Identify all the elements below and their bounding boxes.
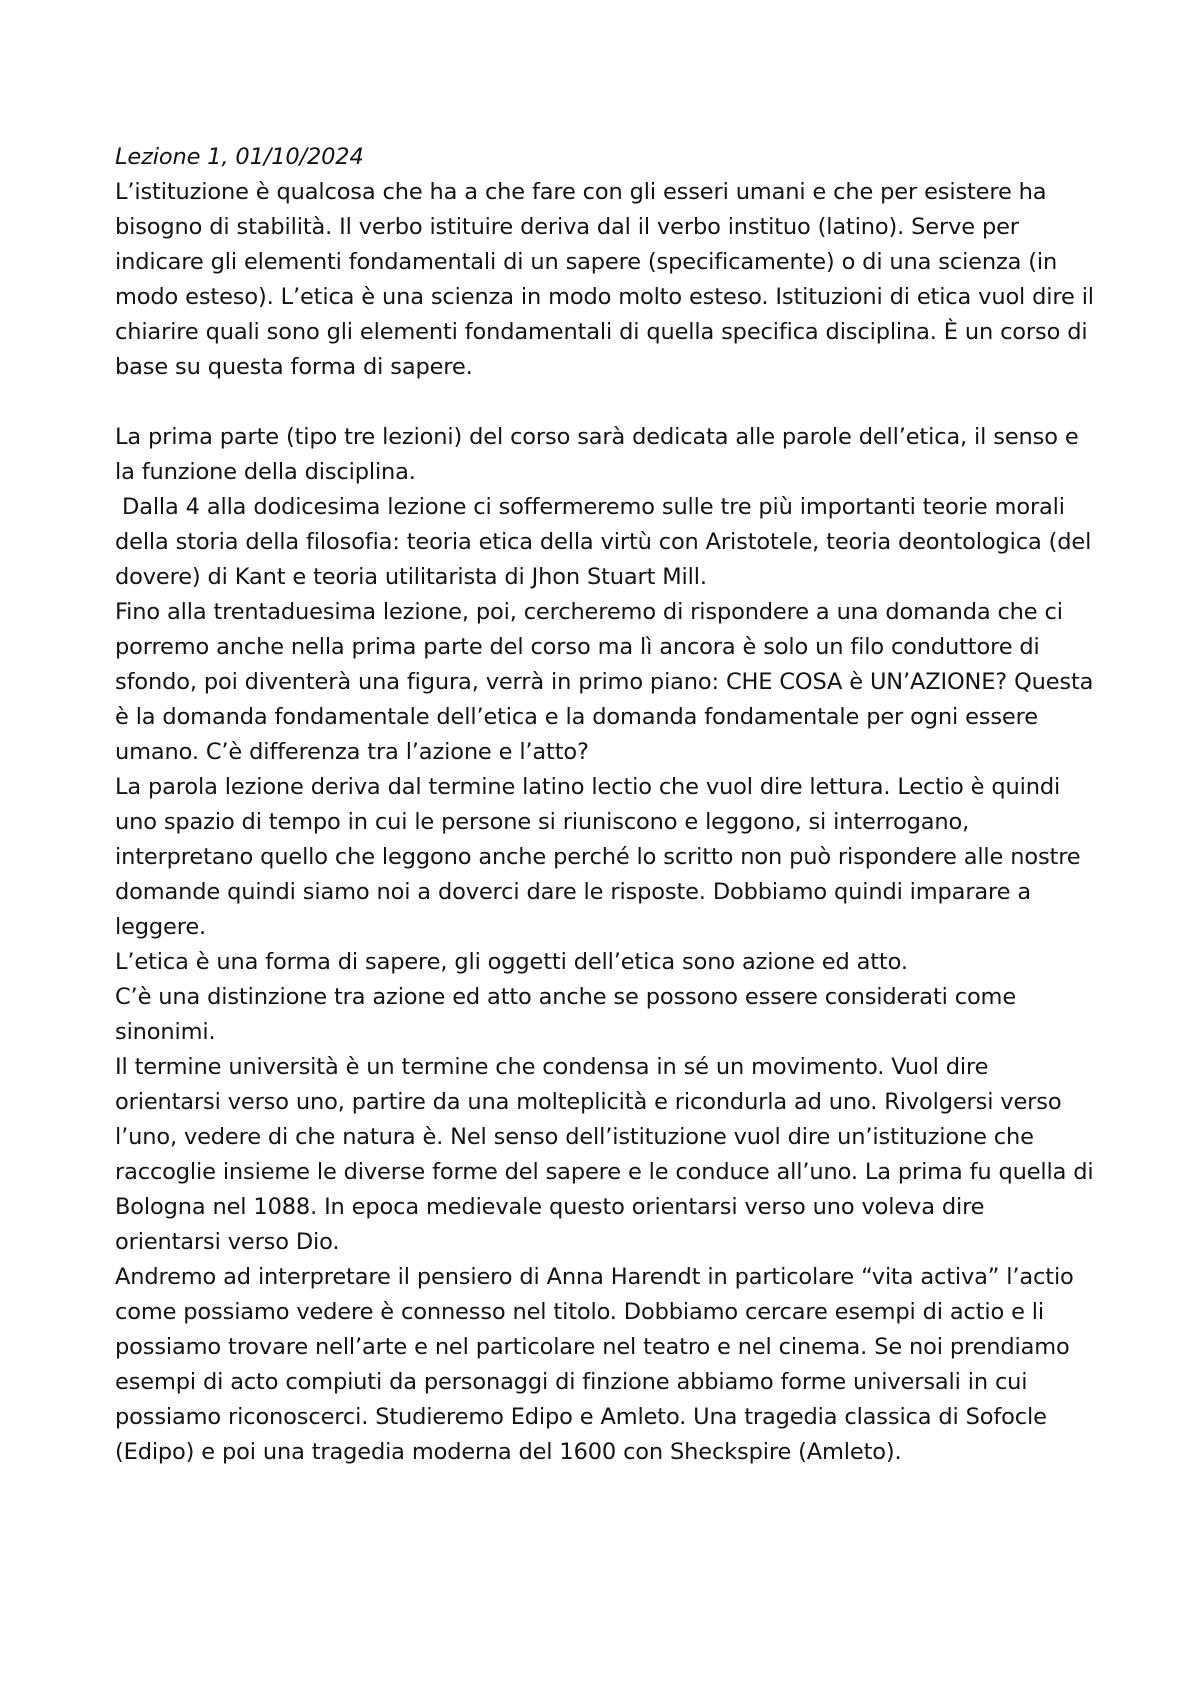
- paragraph-ethics-objects: L’etica è una forma di sapere, gli oggetti dell’etica sono azione ed atto.: [115, 949, 908, 975]
- paragraph-moral-theories: Dalla 4 alla dodicesima lezione ci soffermeremo sulle tre più importanti teorie morali della storia della filosofia: teoria etica della virtù con Aristotele, teoria deontologica (del dovere) di Kant e teoria utilitarista di Jhon Stuart Mill.: [115, 494, 1099, 590]
- paragraph-what-is-action: Fino alla trentaduesima lezione, poi, cercheremo di rispondere a una domanda che ci porremo anche nella prima parte del corso ma lì ancora è solo un filo conduttore di sfondo, poi diventerà una figura, verrà in primo piano: CHE COSA è UN’AZIONE? Questa è la domanda fondamentale dell’etica e la domanda fondamentale per ogni essere umano. C’è differenza tra l’azione e l’atto?: [115, 599, 1094, 765]
- paragraph-action-act-distinction: C’è una distinzione tra azione ed atto anche se possono essere considerati come sinonimi.: [115, 984, 1017, 1045]
- lesson-heading: Lezione 1, 01/10/2024: [115, 144, 364, 170]
- document-page: [115, 140, 1099, 1470]
- paragraph-university: Il termine università è un termine che condensa in sé un movimento. Vuol dire orientarsi verso uno, partire da una molteplicità e ricondurla ad uno. Rivolgersi verso l’uno, vedere di che natura è. Nel senso dell’istituzione vuol dire un’istituzione che raccoglie insieme le diverse forme del sapere e le conduce all’uno. La prima fu quella di Bologna nel 1088. In epoca medievale questo orientarsi verso uno voleva dire orientarsi verso Dio.: [115, 1054, 1094, 1255]
- paragraph-gap: [115, 385, 1095, 420]
- paragraph-institution: L’istituzione è qualcosa che ha a che fare con gli esseri umani e che per esistere ha bisogno di stabilità. Il verbo istituire deriva dal il verbo instituo (latino). Serve per indicare gli elementi fondamentali di un sapere (specificamente) o di una scienza (in modo esteso). L’etica è una scienza in modo molto esteso. Istituzioni di etica vuol dire il chiarire quali sono gli elementi fondamentali di quella specifica disciplina. È un corso di base su questa forma di sapere.: [115, 179, 1094, 380]
- paragraph-first-part: La prima parte (tipo tre lezioni) del corso sarà dedicata alle parole dell’etica, il senso e la funzione della disciplina.: [115, 424, 1079, 485]
- paragraph-arendt: Andremo ad interpretare il pensiero di Anna Harendt in particolare “vita activa” l’actio come possiamo vedere è connesso nel titolo. Dobbiamo cercare esempi di actio e li possiamo trovare nell’arte e nel particolare nel teatro e nel cinema. Se noi prendiamo esempi di acto compiuti da personaggi di finzione abbiamo forme universali in cui possiamo riconoscerci. Studieremo Edipo e Amleto. Una tragedia classica di Sofocle (Edipo) e poi una tragedia moderna del 1600 con Sheckspire (Amleto).: [115, 1264, 1074, 1465]
- paragraph-lectio: La parola lezione deriva dal termine latino lectio che vuol dire lettura. Lectio è quindi uno spazio di tempo in cui le persone si riuniscono e leggono, si interrogano, interpretano quello che leggono anche perché lo scritto non può rispondere alle nostre domande quindi siamo noi a doverci dare le risposte. Dobbiamo quindi imparare a leggere.: [115, 774, 1081, 940]
